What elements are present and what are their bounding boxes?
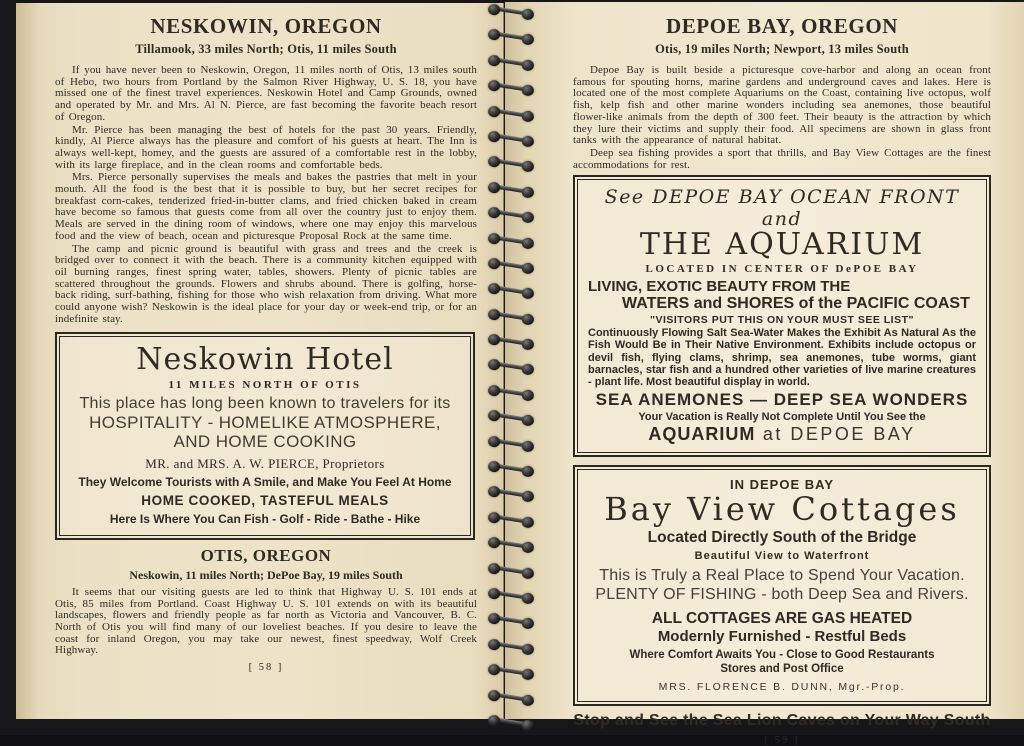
hotel-activities-line: Here Is Where You Can Fish - Golf - Ride - Bathe - Hike: [109, 511, 421, 526]
neskowin-paragraph-3: Mrs. Pierce personally supervises the meals and bakes the pastries that melt in your mouth. All the food is the best that it is possible to buy, but her secret recipes for breakfast corn-cakes, tenderized fried-in-butter clams, and fried chicken baked in cream have become so famous that guests come from all over the country just to enjoy them. Meals are served in the dining room of windows, where one may enjoy this marvelous food and the view of beach, ocean and picturesque Proposal Rock at the same time.: [55, 171, 477, 242]
neskowin-title: NESKOWIN, OREGON: [150, 14, 382, 38]
neskowin-hotel-ad-inner: [59, 336, 471, 535]
page-left: [16, 3, 504, 719]
aquarium-ad: [573, 175, 991, 457]
neskowin-hotel-ad: [55, 332, 475, 539]
aquarium-located-line: LOCATED IN CENTER OF DePOE BAY: [645, 262, 919, 275]
cottages-pitch: [588, 567, 976, 605]
aquarium-beauty-line1: LIVING, EXOTIC BEAUTY FROM THE: [588, 277, 851, 295]
otis-paragraph: It seems that our visiting guests are led to think that Highway U. S. 101 ends at Otis, 85 miles from Portland. Coast Highway U. S. 101 extends on with its beautiful landscapes, flowers and friendly people as far north as Victoria and Vancouver, B. C. North of Otis you will find many of our loveliest beaches. If you desire to leave the coast for inland Oregon, you may take our newest, finest speedway, Wolf Creek Highway.: [55, 585, 477, 657]
cottages-comfort-line2: Stores and Post Office: [720, 662, 844, 675]
aquarium-ad-inner: [577, 179, 987, 453]
cottages-kicker: IN DEPOE BAY: [730, 477, 834, 493]
aquarium-body-text: Continuously Flowing Salt Sea-Water Makes the Exhibit As Natural As the Fish Would Be in Their Native Environment. Exhibits include octopus or devil fish, flying clams, shrimp, sea anemones, tube worms, giant barnacles, star fish and a hundred other varieties of live marine creatures - plant life. Most beautiful display in world.: [588, 326, 976, 389]
page-number-59: [ 59 ]: [764, 734, 800, 746]
neskowin-paragraph-2: Mr. Pierce has been managing the best of hotels for the past 30 years. Friendly, kindly, Al Pierce always has the pleasure and comfort of his guests at heart. The Inn is always well-kept, homey, and the guests are assured of a comfortable rest in the lobby, with its large fireplace, and in the clean rooms and comfortable beds.: [55, 123, 477, 171]
hotel-welcome-line: They Welcome Tourists with A Smile, and Make You Feel At Home: [78, 474, 452, 489]
cottages-heated-line: ALL COTTAGES ARE GAS HEATED: [651, 609, 913, 627]
otis-title: OTIS, OREGON: [200, 545, 332, 565]
depoe-bay-title: DEPOE BAY, OREGON: [665, 14, 899, 38]
aquarium-final-line: [588, 424, 976, 445]
bay-view-cottages-ad-inner: [577, 469, 987, 701]
hotel-name: Neskowin Hotel: [136, 342, 394, 378]
depoe-bay-subtitle: Otis, 19 miles North; Newport, 13 miles South: [655, 42, 909, 56]
otis-subtitle: Neskowin, 11 miles North; DePoe Bay, 19 miles South: [129, 567, 403, 582]
depoe-bay-paragraph-1: Depoe Bay is built beside a picturesque cove-harbor and along an ocean front famous for spouting horns, marine gardens and underground caves and lakes. Here is located one of the most complete Aquariums on the Coast, containing live octopus, wolf fish, kelp fish and other marine wonders including sea anemones, those beautiful flower-like animals from the depth of 300 feet. Their beauty is the attraction by which they lure their victims and supply their food. All specimens are shown in glass front tanks with the appearance of natural habitat.: [573, 64, 991, 147]
cottages-manager-line: MRS. FLORENCE B. DUNN, Mgr.-Prop.: [658, 680, 906, 693]
aquarium-quote-line: "VISITORS PUT THIS ON YOUR MUST SEE LIST": [649, 313, 914, 326]
aquarium-headline-italic: See DEPOE BAY OCEAN FRONT and: [604, 186, 960, 231]
cottages-comfort-line1: Where Comfort Awaits You - Close to Good Restaurants: [629, 648, 935, 661]
cottages-pitch-line2: PLENTY OF FISHING - both Deep Sea and Rivers.: [595, 586, 969, 604]
bay-view-cottages-ad: [573, 465, 991, 705]
sea-lion-caves-footer: Stop and See the Sea Lion Caves on Your Way South: [573, 711, 991, 729]
aquarium-final-rest: at DEPOE BAY: [755, 424, 916, 445]
hotel-meals-line: HOME COOKED, TASTEFUL MEALS: [141, 492, 389, 508]
neskowin-subtitle: Tillamook, 33 miles North; Otis, 11 miles South: [135, 42, 397, 56]
depoe-bay-paragraph-2: Deep sea fishing provides a sport that thrills, and Bay View Cottages are the finest accommodations for rest.: [573, 146, 991, 171]
aquarium-vacation-line: Your Vacation is Really Not Complete Until You See the: [638, 411, 926, 424]
hotel-features-line2: AND HOME COOKING: [173, 432, 357, 452]
neskowin-paragraph-1: If you have never been to Neskowin, Oregon, 11 miles north of Otis, 13 miles south of Hebo, two hours from Portland by the Salmon River Highway, U. S. 18, you have missed one of the finest travel experiences. Neskowin Hotel and Camp Grounds, owned and operated by Mr. and Mrs. Al N. Pierce, are fast becoming the favorite beach resort of Oregon.: [55, 64, 477, 123]
cottages-furnished-line: Modernly Furnished - Restful Beds: [657, 627, 907, 645]
page-number-58: [ 58 ]: [248, 662, 284, 674]
cottages-pitch-line1: This is Truly a Real Place to Spend Your Vacation.: [599, 567, 965, 585]
hotel-proprietors: MR. and MRS. A. W. PIERCE, Proprietors: [145, 455, 385, 471]
hotel-intro: This place has long been known to travelers for its: [79, 394, 451, 412]
cottages-comfort-lines: [588, 649, 976, 677]
aquarium-wonders-line: SEA ANEMONES — DEEP SEA WONDERS: [595, 390, 969, 410]
aquarium-beauty-line2: WATERS and SHORES of the PACIFIC COAST: [622, 294, 970, 312]
aquarium-final-bold: AQUARIUM: [648, 424, 756, 445]
hotel-location: 11 MILES NORTH OF OTIS: [168, 378, 362, 391]
aquarium-headline-main: THE AQUARIUM: [639, 227, 925, 263]
cottages-view-line: Beautiful View to Waterfront: [694, 550, 870, 563]
cottages-located-line: Located Directly South of the Bridge: [647, 529, 917, 547]
neskowin-paragraph-4: The camp and picnic ground is beautiful with grass and trees and the creek is bridged over to connect it with the beach. There is a community kitchen equipped with oil burning ranges, finest spring water, tables, showers. Plenty of picnic tables are scattered throughout the grounds. Flowers and shrubs abound. There is golfing, horse-back riding, surf-bathing, fishing for those who wish relaxation from driving. What more could anyone wish? Neskowin is the ideal place for your day or week-end trip, or for an indefinite stay.: [55, 242, 477, 325]
page-right: [505, 2, 1024, 746]
cottages-name: Bay View Cottages: [604, 490, 960, 529]
hotel-features-line1: HOSPITALITY - HOMELIKE ATMOSPHERE,: [89, 412, 441, 432]
